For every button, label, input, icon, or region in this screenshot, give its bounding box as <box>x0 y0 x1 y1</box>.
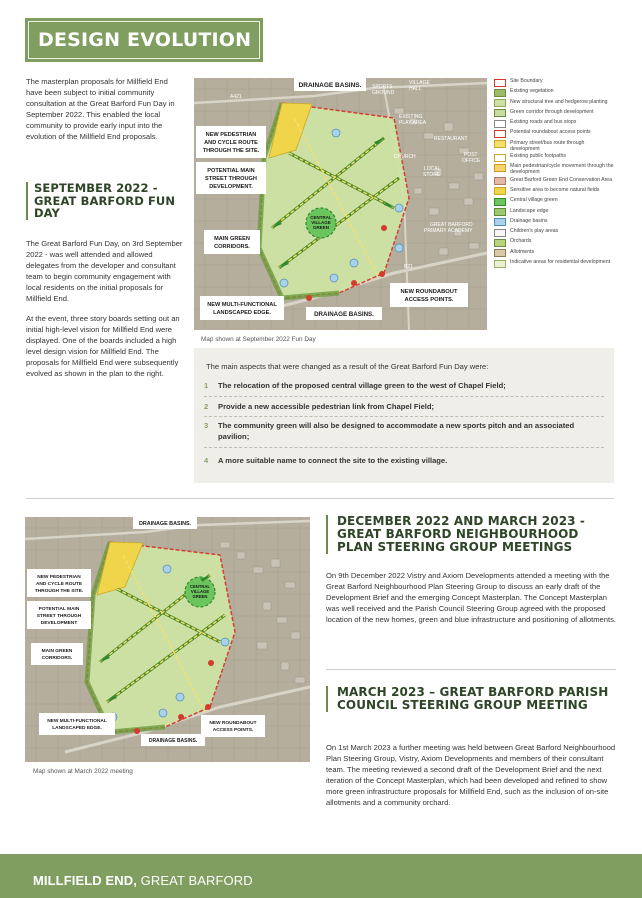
december-heading: DECEMBER 2022 AND MARCH 2023 - GREAT BARFORD NEIGHBOURHOOD PLAN STEERING GROUP MEETINGS <box>337 514 585 554</box>
change-number: 2 <box>204 402 209 411</box>
march-paragraph: On 1st March 2023 a further meeting was held between Great Barford Neighbourhood Plan Steering Group, Vistry, Axiom Developments and members of their consultant team. The meeting reviewed a second draft of the Development Brief and the next iteration of the Concept Masterplan, which had been developed and refined to show more green infrastructure proposals for Millfield End, such as the inclusion of on-site allotments and a community orchard. <box>326 743 616 807</box>
map-2-label-village-green <box>190 584 210 599</box>
map-2-label-main-street <box>27 601 91 629</box>
changes-intro: The main aspects that were changed as a result of the Great Barford Fun Day were: <box>206 362 489 371</box>
legend-label: Green corridor through development <box>510 108 594 115</box>
svg-text:GREEN: GREEN <box>192 594 208 599</box>
legend-swatch <box>494 154 506 162</box>
map-1-place-road-a421: A421 <box>230 94 242 100</box>
legend-item <box>494 238 614 247</box>
change-text: The relocation of the proposed central village green to the west of Chapel Field; <box>218 381 506 390</box>
legend-label: New structural tree and hedgerow planting <box>510 98 608 105</box>
svg-text:NEW ROUNDABOUT: NEW ROUNDABOUT <box>209 721 257 726</box>
footer-site-name: MILLFIELD END, <box>33 873 137 888</box>
map-1-place-play-area-1: EXISTING <box>399 114 423 120</box>
svg-text:MAIN GREEN: MAIN GREEN <box>214 236 250 242</box>
legend-item <box>494 99 614 108</box>
legend-item <box>494 249 614 258</box>
legend-label: Existing public footpaths <box>510 153 566 160</box>
legend-item <box>494 163 614 175</box>
page-title: DESIGN EVOLUTION <box>38 29 252 51</box>
september-heading-block <box>26 182 186 220</box>
map-1-place-restaurant: RESTAURANT <box>434 136 468 142</box>
legend-label: Potential roundabout access points <box>510 129 591 136</box>
section-divider <box>326 669 616 670</box>
change-text: Provide a new accessible pedestrian link from Chapel Field; <box>218 402 435 411</box>
legend-item <box>494 129 614 138</box>
march-heading: MARCH 2023 – GREAT BARFORD PARISH COUNCIL STEERING GROUP MEETING <box>337 685 609 712</box>
change-number: 1 <box>204 381 209 390</box>
intro-paragraph: The masterplan proposals for Millfield End have been subject to initial community consultation at the Great Barford Fun Day in September 2022. This enabled the local community to provide early input into the evolution of the Millfield End proposals. <box>26 77 175 141</box>
change-number: 3 <box>204 421 209 430</box>
legend-swatch <box>494 109 506 117</box>
map-1-place-church: CHURCH <box>394 154 416 160</box>
legend-label: Indicative areas for residential development <box>510 259 611 266</box>
legend-item <box>494 109 614 118</box>
svg-text:DEVELOPMENT.: DEVELOPMENT. <box>209 184 253 190</box>
svg-text:VILLAGE: VILLAGE <box>311 220 331 225</box>
map-2-label-landscaped <box>39 713 115 735</box>
map-1-place-village-hall-2: HALL <box>409 86 422 92</box>
title-banner-frame <box>28 21 260 59</box>
legend-swatch <box>494 187 506 195</box>
legend-swatch <box>494 208 506 216</box>
change-text: The community green will also be designed to accommodate a new sports pitch and an associated pavilion; <box>218 421 575 441</box>
map-2-caption: Map shown at March 2022 meeting <box>33 768 133 775</box>
map-legend <box>494 78 614 269</box>
svg-text:LANDSCAPED EDGE.: LANDSCAPED EDGE. <box>213 310 271 316</box>
svg-text:MAIN GREEN: MAIN GREEN <box>41 649 73 654</box>
legend-swatch <box>494 164 506 172</box>
legend-item <box>494 88 614 97</box>
legend-swatch <box>494 177 506 185</box>
svg-text:NEW MULTI-FUNCTIONAL: NEW MULTI-FUNCTIONAL <box>207 302 277 308</box>
legend-item <box>494 187 614 196</box>
svg-text:NEW ROUNDABOUT: NEW ROUNDABOUT <box>400 289 458 295</box>
legend-item <box>494 119 614 128</box>
legend-label: Central village green <box>510 197 558 204</box>
change-item <box>204 380 604 391</box>
map-2-label-roundabout <box>201 715 265 737</box>
map-2-label-pedestrian <box>27 569 91 597</box>
legend-item <box>494 177 614 186</box>
december-paragraph: On 9th December 2022 Vistry and Axiom Developments attended a meeting with the Great Barford Neighbourhood Plan Steering Group to discuss an early draft of the Development Brief and the emerging Concept Masterplan. The Concept Masterplan was well received and the Parish Council Steering Group agreed with the proposed location of the new homes, green and blue infrastructure and positioning of allotments. <box>326 571 617 624</box>
march-heading-block <box>326 686 616 712</box>
map-1-label-roundabout <box>390 283 468 307</box>
legend-swatch <box>494 260 506 268</box>
change-item <box>204 420 604 442</box>
legend-label: Primary street/bus route through development <box>510 139 585 152</box>
map-1-place-sports-ground-1: SPORTS <box>372 84 393 90</box>
svg-text:LANDSCAPED EDGE.: LANDSCAPED EDGE. <box>52 726 102 731</box>
legend-item <box>494 208 614 217</box>
map-1-place-local-store-1: LOCAL <box>424 166 441 172</box>
svg-text:VILLAGE: VILLAGE <box>190 589 210 594</box>
legend-swatch <box>494 239 506 247</box>
map-1-label-main-street <box>196 162 266 194</box>
legend-label: Landscape edge <box>510 207 549 214</box>
legend-swatch <box>494 130 506 138</box>
legend-label: Allotments <box>510 248 535 255</box>
map-1-label-drainage-top <box>294 78 366 91</box>
map-1-place-academy-1: GREAT BARFORD <box>430 222 473 228</box>
legend-swatch <box>494 198 506 206</box>
september-heading: SEPTEMBER 2022 - GREAT BARFORD FUN DAY <box>34 181 176 220</box>
change-divider <box>204 416 604 417</box>
map-1-place-road-b21: B21 <box>404 264 413 270</box>
legend-item <box>494 140 614 152</box>
legend-label: Great Barford Green End Conservation Area <box>510 176 613 183</box>
footer-text <box>33 873 253 888</box>
change-item <box>204 455 604 466</box>
legend-item <box>494 228 614 237</box>
map-2-label-drainage-top <box>133 517 197 529</box>
map-2-graphic <box>25 517 310 762</box>
map-1-place-village-hall-1: VILLAGE <box>409 80 430 86</box>
map-1-label-pedestrian <box>196 126 266 158</box>
map-1-label-green-corridors <box>204 230 260 254</box>
svg-text:DRAINAGE BASINS.: DRAINAGE BASINS. <box>314 311 374 318</box>
legend-label: Drainage basins <box>510 217 548 224</box>
legend-label: Site Boundary <box>510 78 543 84</box>
legend-swatch <box>494 89 506 97</box>
map-1-place-post-office-1: POST <box>464 152 478 158</box>
legend-label: Orchards <box>510 238 532 245</box>
map-september-2022 <box>194 78 487 330</box>
legend-label: Children's play areas <box>510 228 559 235</box>
svg-text:DEVELOPMENT: DEVELOPMENT <box>40 621 78 626</box>
svg-text:DRAINAGE BASINS.: DRAINAGE BASINS. <box>298 82 362 89</box>
change-divider <box>204 396 604 397</box>
map-1-place-academy-2: PRIMARY ACADEMY <box>424 228 473 234</box>
change-text: A more suitable name to connect the site to the existing village. <box>218 456 448 465</box>
legend-label: Main pedestrian/cycle movement through the development <box>510 163 614 176</box>
legend-item <box>494 153 614 162</box>
svg-text:DRAINAGE BASINS.: DRAINAGE BASINS. <box>148 738 198 744</box>
legend-label: Existing vegetation <box>510 88 554 95</box>
legend-item <box>494 197 614 206</box>
svg-text:NEW MULTI-FUNCTIONAL: NEW MULTI-FUNCTIONAL <box>47 719 107 724</box>
legend-swatch <box>494 99 506 107</box>
change-item <box>204 401 604 412</box>
svg-text:NEW PEDESTRIAN: NEW PEDESTRIAN <box>205 132 257 138</box>
footer-location: GREAT BARFORD <box>136 873 253 888</box>
legend-swatch <box>494 120 506 128</box>
map-1-caption: Map shown at September 2022 Fun Day <box>201 336 316 343</box>
svg-text:POTENTIAL MAIN: POTENTIAL MAIN <box>38 607 80 612</box>
change-divider <box>204 447 604 448</box>
svg-text:CORRIDORS.: CORRIDORS. <box>214 244 250 250</box>
legend-item <box>494 218 614 227</box>
svg-text:DRAINAGE BASINS.: DRAINAGE BASINS. <box>138 521 192 527</box>
map-1-label-village-green <box>310 215 332 230</box>
svg-text:AND CYCLE ROUTE: AND CYCLE ROUTE <box>35 582 83 587</box>
map-1-place-play-area-2: PLAY AREA <box>399 120 427 126</box>
map-1-place-post-office-2: OFFICE <box>462 158 481 164</box>
legend-item <box>494 259 614 268</box>
svg-text:STREET THROUGH: STREET THROUGH <box>205 176 257 182</box>
svg-text:STREET THROUGH: STREET THROUGH <box>36 614 82 619</box>
map-1-label-landscaped <box>200 296 284 320</box>
map-1-place-sports-ground-2: GROUND <box>372 90 395 96</box>
september-paragraph-1: The Great Barford Fun Day, on 3rd September 2022 - was well attended and allowed delegates from the developer and consultant team to begin community engagement with local residents on the initial proposals for Millfield End. <box>26 239 183 303</box>
svg-text:ACCESS POINTS.: ACCESS POINTS. <box>404 297 454 303</box>
september-paragraph-2: At the event, three story boards setting out an initial high-level vision for Millfield End were displayed. One of the boards included a high level design vision for Millfield End. The proposals for Millfield End were subsequently evolved as shown in the plan to the right. <box>26 314 180 378</box>
svg-text:CENTRAL: CENTRAL <box>189 584 211 589</box>
map-1-label-drainage-bottom <box>306 307 382 320</box>
map-2-label-drainage-bottom <box>141 734 205 746</box>
svg-text:GREEN: GREEN <box>312 225 330 230</box>
legend-label: Sensitive area to become natural fields <box>510 186 600 193</box>
map-march-meeting <box>25 517 310 762</box>
map-1-place-local-store-2: STORE <box>423 172 441 178</box>
legend-swatch <box>494 229 506 237</box>
legend-swatch <box>494 140 506 148</box>
change-number: 4 <box>204 456 209 465</box>
legend-swatch <box>494 79 506 87</box>
section-divider <box>26 498 614 499</box>
legend-swatch <box>494 218 506 226</box>
december-heading-block <box>326 515 616 554</box>
legend-label: Existing roads and bus stops <box>510 119 577 126</box>
legend-item <box>494 78 614 87</box>
svg-text:POTENTIAL MAIN: POTENTIAL MAIN <box>207 168 255 174</box>
svg-text:THROUGH THE SITE.: THROUGH THE SITE. <box>202 148 260 154</box>
legend-swatch <box>494 249 506 257</box>
svg-text:CORRIDORS.: CORRIDORS. <box>41 656 73 661</box>
svg-text:ACCESS POINTS.: ACCESS POINTS. <box>212 728 254 733</box>
svg-text:NEW PEDESTRIAN: NEW PEDESTRIAN <box>37 575 81 580</box>
svg-text:CENTRAL: CENTRAL <box>310 215 332 220</box>
map-1-graphic <box>194 78 487 330</box>
map-2-label-green-corridors <box>31 643 83 665</box>
svg-text:AND CYCLE ROUTE: AND CYCLE ROUTE <box>204 140 258 146</box>
svg-text:THROUGH THE SITE.: THROUGH THE SITE. <box>34 589 84 594</box>
title-banner <box>25 18 263 62</box>
